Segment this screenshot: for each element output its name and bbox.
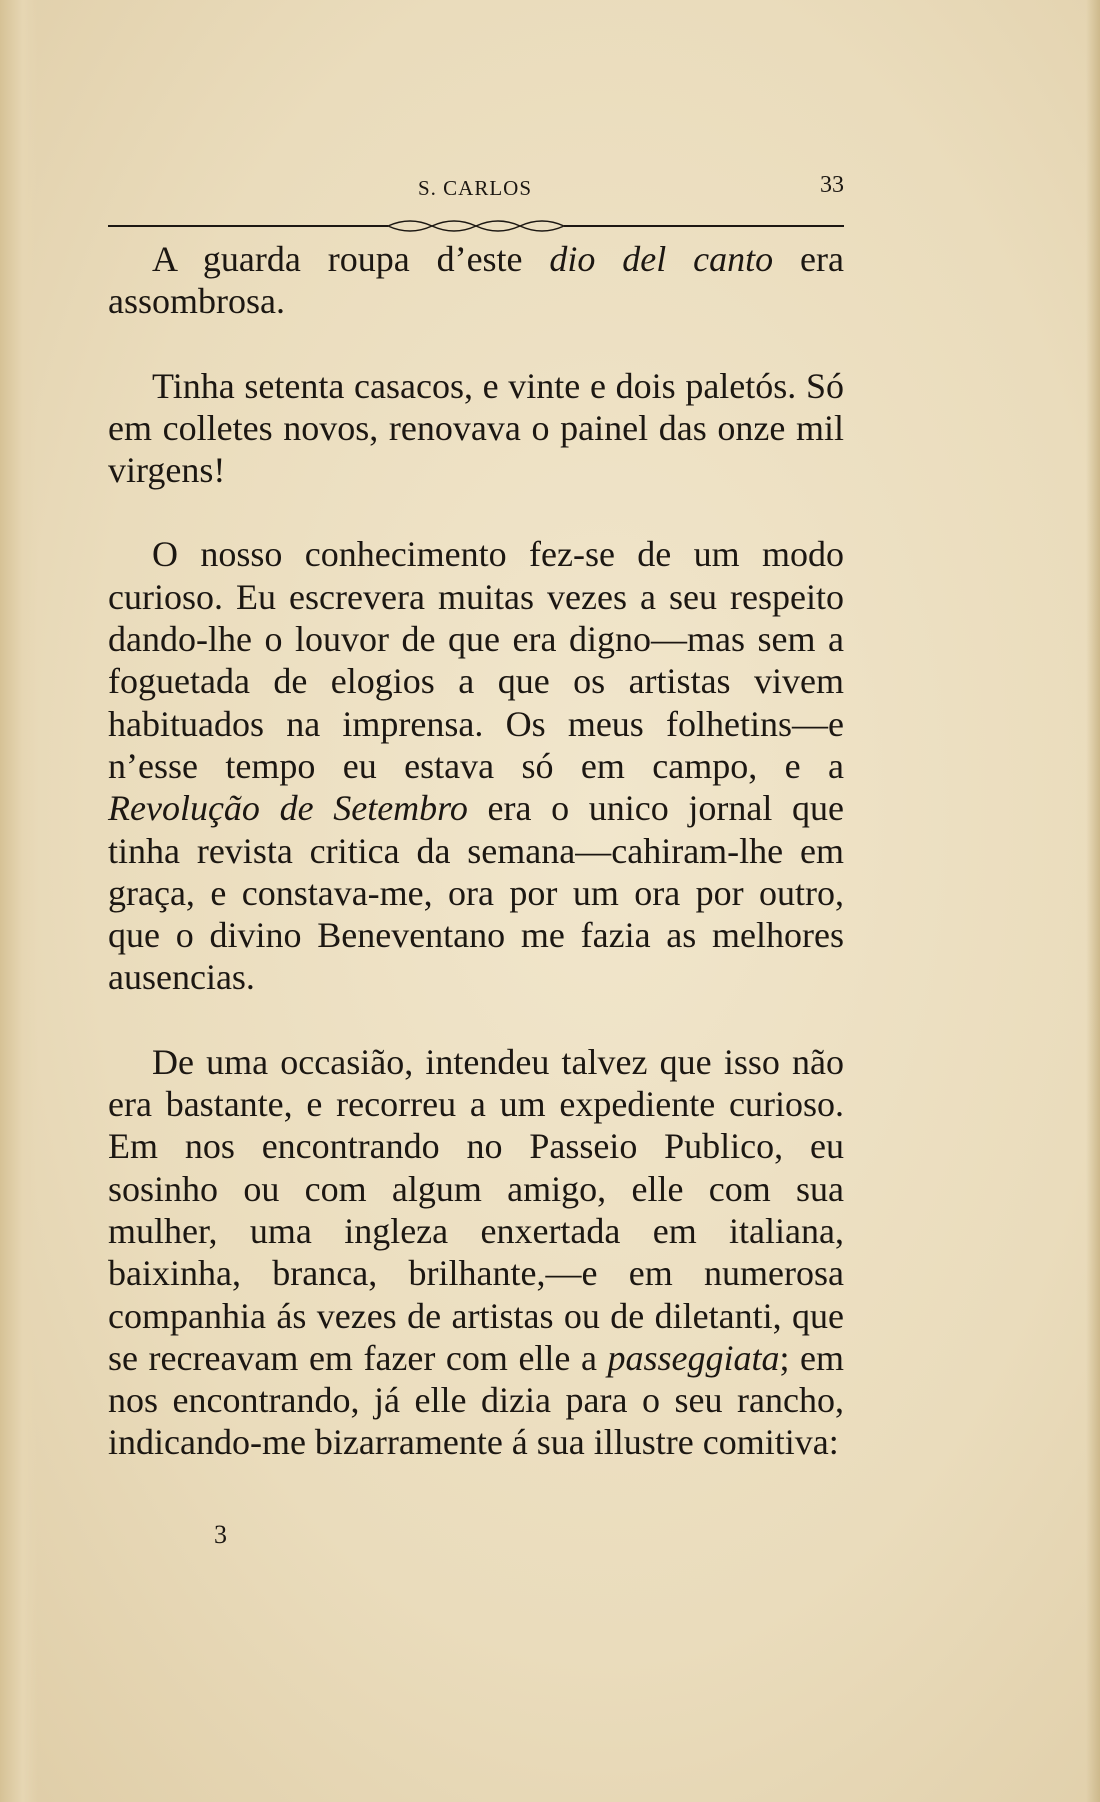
text-run: A guarda roupa d’este [152,239,550,279]
italic-run: passeggiata [607,1337,780,1378]
italic-run: dio del canto [549,239,774,279]
paragraph [108,1041,844,1464]
page-body [108,238,844,1464]
italic-run: Revolução de Setembro [108,788,468,829]
text-run: ; em nos encontrando, já elle dizia para o seu rancho, indicando-me bizarramente á sua illustre comitiva: [108,1337,845,1463]
paragraph [108,533,844,998]
page-edge-shadow-left [0,0,38,1802]
text-run: era o unico jornal que tinha revista critica da semana—cahiram-lhe em graça, e constava-me, ora por um ora por outro, que o divino Beneventano me fazia as melhores ausencias. [108,788,845,998]
text-run: Tinha setenta casacos, e vinte e dois paletós. Só em colletes novos, renovava o painel das onze mil virgens! [108,365,844,491]
page-header [108,170,844,210]
page-edge-shadow-right [1086,0,1100,1802]
paragraph [108,365,844,492]
page-number: 33 [820,172,844,198]
paragraph [108,238,844,323]
text-run: O nosso conhecimento fez-se de um modo curioso. Eu escrevera muitas vezes a seu respeito dando-lhe o louvor de que era digno—mas sem a foguetada de elogios a que os artistas vivem habituados na imprensa. Os meus folhetins—e n’esse tempo eu estava só em campo, e a [108,534,844,786]
text-run: De uma occasião, intendeu talvez que isso não era bastante, e recorreu a um expediente curioso. Em nos encontrando no Passeio Publico, eu sosinho ou com algum amigo, elle com sua mulher, uma ingleza enxertada em italiana, baixinha, branca, brilhante,—e em numerosa companhia ás vezes de artistas ou de diletanti, que se recreavam em fazer com elle a [108,1041,844,1378]
ornamental-rule [108,218,844,234]
text-run: era assombrosa. [108,239,844,322]
signature-mark: 3 [214,1520,227,1549]
running-head: S. CARLOS [418,176,533,200]
